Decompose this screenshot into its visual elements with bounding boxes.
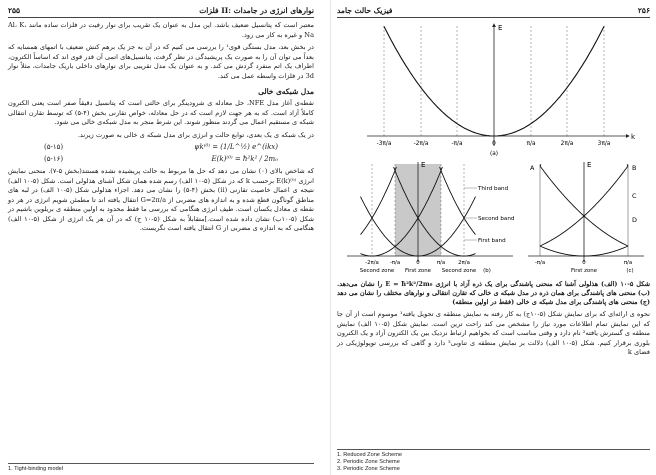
band-label: Third band (478, 186, 509, 192)
equation-5-16 (8, 154, 314, 164)
left-paragraph-after: که شاخص بالای (۰) نشان می دهد که حل ها مربوط به حالت پریشیده نشده هستند(بخش ۵-۷). منحنی نمایش انرژی E(k)⁽⁰⁾ برحسب k که در شکل (۵-۱۰ الف) رسم شده همان شکل آشنای هذلولی است. شکل (۵-۱۰ الف) نتیجه ی اعمال خاصیت تقارنی (ii) بخش (۴-۵) را نشان می دهد. اجزاء هذلولی شکل (۵-۱۰ الف) در لبه های مناطق گوناگون قطع شده و به اندازه های مضربی از G=2π/a انتقال یافته اند تا مطمئن شویم انرژی در هر دو نقطه ی معادل یکسان است. طیف انرژی هنگامی که بررسی ما فقط محدود به اولین منطقه ی بریلوین باشیم در شکل (۵-۱۰ب) نشان داده شده است.]متقابلاً به شکل (۵-۱۰ ج) که در آن هر یک انرژی از شکل (۵-۱۰ الف) هنگامی که به اندازه ی مضربی از G انتقال یافته است نگریست. (8, 167, 314, 232)
band-curve (440, 167, 476, 235)
right-running-head: فیزیک حالت جامد (337, 6, 393, 15)
tick-label: 0 (492, 141, 496, 147)
section-paragraph-2: در یک شبکه ی یک بعدی، توابع حالت و انرژی برای مدل شبکه ی خالی به صورت زیرند. (77, 130, 314, 139)
left-page-number: ۲۵۵ (8, 6, 21, 15)
tick-label: -π/a (389, 260, 401, 266)
left-running-head: فلزات II: نوارهای انرژی در جامدات (199, 6, 314, 15)
equation-number: (۵-۱۵) (44, 143, 64, 151)
tick-label: -2π/a (365, 260, 379, 266)
left-footnotes (8, 463, 314, 473)
point-label: B (632, 164, 637, 172)
fig-a-axis-e: E (498, 24, 503, 32)
fig-b-axis-e: E (421, 161, 426, 169)
section-title: مدل شبکه‌ی خالی (258, 87, 314, 96)
tick-label: -π/a (451, 141, 463, 147)
equation-5-15 (8, 142, 314, 152)
right-paragraph: نحوه ی ارائه‌ای که برای نمایش شکل (۵-۱۰ج) به کار رفته به نمایش منطقه ی تحویل یافته¹ موسوم است از آن جا که این نمایش تمام اطلاعات مورد نیاز را مشخص می کند راحت ترین است. نمایش شکل (۵-۱۰ الف) نمایش منطقه ی گسترش یافته² نام دارد و وقتی مناسب است که بخواهیم ارتباط نزدیک بین یک الکترون آزاد و یک الکترون بلوری برقرار کنیم. شکل (۵-۱۰ الف) دلالت بر نمایش منطقه ی تناوبی³ دارد و گاهی که بررسی توپولوژیکی در فضای k (337, 310, 650, 356)
section-paragraph-1: نقطه‌ی آغاز مدل NFE، حل معادله ی شرودینگر برای حالتی است که پتانسیل دقیقاً صفر است یعنی الکترون کاملاً آزاد است. که به هر جهت لازم است که در حل معادله، خواص تقارنی بخش (۴-۵) که توسط تقارن انتقالی شبکه ی مستقیم اعمال می گردند منظور شوند. این شرط منجر به مدل شبکه‌ی خالی می شود. (8, 99, 314, 126)
tick-label: 0 (582, 260, 586, 266)
figures-bc (337, 158, 650, 278)
footnote: 1. Reduced Zone Scheme (337, 452, 402, 458)
right-page-number: ۲۵۶ (637, 6, 650, 15)
fig-a-axis-k: k (631, 133, 636, 141)
equation-expression: ψk⁽⁰⁾ = (1/L^½) e^(ikx) (194, 143, 278, 151)
figure-caption: شکل ۵-۱۰ (الف) هذلولی آشنا که منحنی پاشندگی برای یک ذره آزاد با انرژی E = ħ²k²/2m₀ را نشان می‌دهد. (ب) منحنی های پاشندگی برای همان ذره در مدل شبکه ی خالی که تقارن انتقالی و نوارهای مختلف را نشان می دهد (ج) منحنی های پاشندگی برای مدل شبکه ی خالی (فقط در اولین منطقه) (337, 280, 650, 306)
tick-label: π/a (623, 260, 633, 266)
figure-a (337, 18, 651, 158)
tick-label: 0 (416, 260, 420, 266)
footnote: 1. Tight-binding model (8, 466, 64, 472)
fig-c-axis-e: E (587, 161, 592, 169)
left-header (8, 6, 314, 18)
left-paragraph-2: در بخش بعد، مدل بستگی قوی¹ را بررسی می کنیم که در آن به جز یک برهم کنش ضعیف با اتمهای همسایه که بعداً می توان آن را به صورت یک پریشیدگی در نظر گرفت، پتانسیل‌های اتمی آن قدر قوی اند که اساساً الکترون، اطراف یک اتم منفرد گردش می کند. و به عنوان یک مدل تقریبی برای نوارهای داخلی باریک جامدات، مثلاً نوار 3d در فلزات واسطه عمل می کند. (8, 43, 314, 80)
tick-label: π/a (436, 260, 446, 266)
fig-a-label: (a) (489, 151, 499, 157)
tick-label: -3π/a (376, 141, 392, 147)
tick-label: 2π/a (458, 260, 470, 266)
footnote: 2. Periodic Zone Scheme (337, 459, 400, 465)
left-paragraph-1: معتبر است که پتانسیل ضعیف باشد. این مدل به عنوان یک تقریب برای نوار رفیت در فلزات ساده مانند Al، K، Na و غیره به کار می رود. (8, 21, 314, 39)
equation-expression: E(k)⁽⁰⁾ = ħ²k² / 2m₀ (211, 155, 278, 163)
band-label: First band (478, 238, 506, 244)
point-label: D (632, 216, 637, 224)
point-label: A (530, 164, 535, 172)
zone-label: Second zone (359, 268, 395, 274)
right-header (337, 6, 650, 18)
zone-label: Second zone (441, 268, 477, 274)
figure-c (520, 158, 650, 278)
footnote: 3. Periodic Zone Scheme (337, 466, 400, 472)
fig-c-label: (c) (626, 268, 634, 274)
right-footnotes (337, 449, 650, 473)
band-curve (361, 167, 397, 235)
left-page (0, 0, 322, 475)
tick-label: 2π/a (560, 141, 574, 147)
tick-label: 3π/a (597, 141, 611, 147)
zone-label: First zone (571, 268, 597, 274)
fig-b-label: (b) (483, 268, 491, 274)
tick-label: -2π/a (413, 141, 429, 147)
equation-number: (۵-۱۶) (44, 155, 64, 163)
point-label: C (632, 192, 637, 200)
band-label: Second band (478, 216, 515, 222)
tick-label: π/a (526, 141, 536, 147)
tick-label: -π/a (534, 260, 546, 266)
figure-b (337, 158, 517, 278)
zone-label: First zone (405, 268, 431, 274)
right-page (330, 0, 656, 475)
